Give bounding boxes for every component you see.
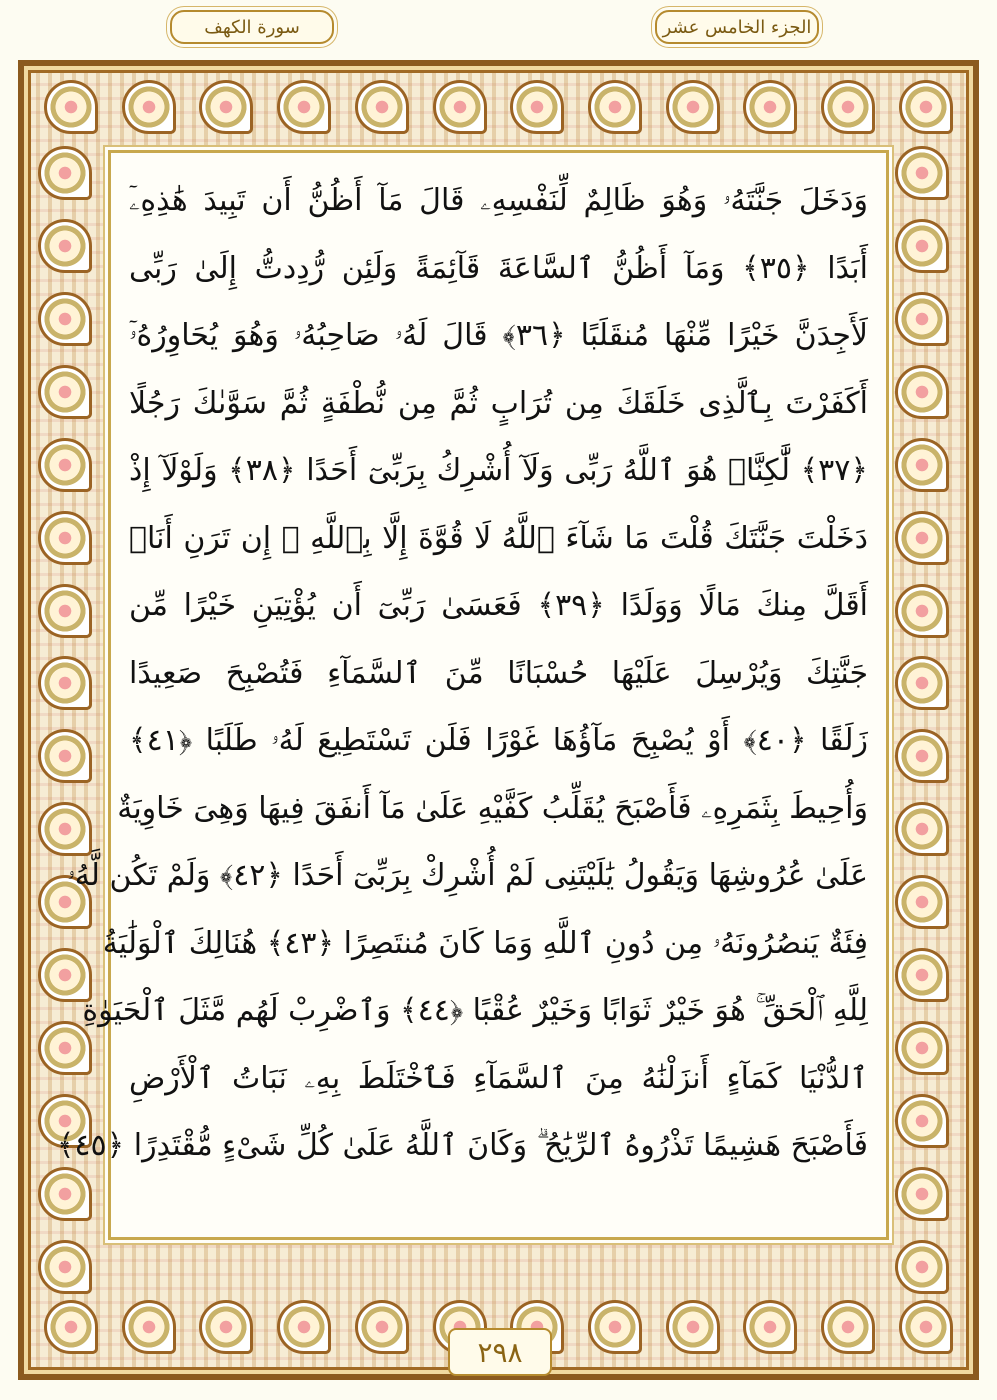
floral-motif-icon [895,219,949,273]
floral-motif-icon [38,146,92,200]
text-line-content: ٱلدُّنْيَا كَمَآءٍ أَنزَلْنَٰهُ مِنَ ٱلسَّمَآءِ فَٱخْتَلَطَ بِهِۦ نَبَاتُ ٱلْأَرْضِ [129,1060,868,1096]
floral-motif-icon [895,1094,949,1148]
floral-motif-icon [895,948,949,1002]
floral-motif-icon [510,80,564,134]
text-line [129,235,868,303]
floral-motif-icon [821,80,875,134]
text-line [129,370,868,438]
floral-motif-icon [895,656,949,710]
page-number-badge [448,1328,552,1376]
floral-motif-icon [38,584,92,638]
page-text-panel [56,150,889,1240]
text-line-content: فِئَةٌ يَنصُرُونَهُۥ مِن دُونِ ٱللَّهِ وَمَا كَانَ مُنتَصِرًا ﴿٤٣﴾ هُنَالِكَ ٱلْوَلَٰيَةُ [102,925,868,961]
floral-motif-icon [821,1300,875,1354]
text-line [129,437,868,505]
floral-motif-icon [666,80,720,134]
floral-motif-icon [588,80,642,134]
text-line-content: جَنَّتِكَ وَيُرْسِلَ عَلَيْهَا حُسْبَانًا مِّنَ ٱلسَّمَآءِ فَتُصْبِحَ صَعِيدًا [129,655,868,691]
text-line-content: لَأَجِدَنَّ خَيْرًا مِّنْهَا مُنقَلَبًا ﴿٣٦﴾ قَالَ لَهُۥ صَاحِبُهُۥ وَهُوَ يُحَاوِرُهُۥٓ [129,318,869,354]
text-line [102,910,868,978]
floral-motif-icon [199,80,253,134]
floral-motif-icon [277,1300,331,1354]
juz-name-text: الجزء الخامس عشر [662,16,812,38]
floral-motif-icon [277,80,331,134]
floral-motif-icon [38,1167,92,1221]
floral-motif-icon [38,292,92,346]
text-line-content: وَدَخَلَ جَنَّتَهُۥ وَهُوَ ظَالِمٌ لِّنَفْسِهِۦ قَالَ مَآ أَظُنُّ أَن تَبِيدَ هَٰذِهِۦٓ [129,183,868,219]
juz-name-label [655,10,819,44]
floral-motif-icon [38,802,92,856]
text-line-content: زَلَقًا ﴿٤٠﴾ أَوْ يُصْبِحَ مَآؤُهَا غَوْرًا فَلَن تَسْتَطِيعَ لَهُۥ طَلَبًا ﴿٤١﴾ [129,723,869,759]
floral-motif-icon [588,1300,642,1354]
floral-motif-icon [895,802,949,856]
text-line [129,505,868,573]
text-line [129,707,868,775]
floral-motif-icon [38,438,92,492]
text-line [129,1045,868,1113]
floral-motif-icon [743,80,797,134]
floral-motif-icon [895,292,949,346]
floral-motif-icon [895,584,949,638]
floral-motif-icon [895,511,949,565]
floral-motif-icon [38,729,92,783]
text-line-content: أَبَدًا ﴿٣٥﴾ وَمَآ أَظُنُّ ٱلسَّاعَةَ قَآئِمَةً وَلَئِن رُّدِدتُّ إِلَىٰ رَبِّى [129,250,868,286]
floral-motif-icon [44,80,98,134]
floral-motif-icon [355,1300,409,1354]
text-line-content: لِلَّهِ ٱلْحَقِّ ۚ هُوَ خَيْرٌ ثَوَابًا وَخَيْرٌ عُقْبًا ﴿٤٤﴾ وَٱضْرِبْ لَهُم مَّثَلَ ٱلْحَيَوٰةِ [82,993,868,1029]
text-line-content: أَكَفَرْتَ بِٱلَّذِى خَلَقَكَ مِن تُرَابٍ ثُمَّ مِن نُّطْفَةٍ ثُمَّ سَوَّىٰكَ رَجُلًا [129,385,868,421]
floral-motif-icon [895,365,949,419]
floral-motif-icon [899,1300,953,1354]
surah-name-text: سورة الكهف [204,16,300,38]
text-line [129,572,868,640]
text-line [117,775,868,843]
floral-motif-icon [895,1021,949,1075]
right-ornament-column [895,146,959,1294]
text-line [67,842,868,910]
floral-motif-icon [38,219,92,273]
floral-motif-icon [38,1240,92,1294]
floral-motif-icon [433,80,487,134]
text-line-content: وَأُحِيطَ بِثَمَرِهِۦ فَأَصْبَحَ يُقَلِّبُ كَفَّيْهِ عَلَىٰ مَآ أَنفَقَ فِيهَا وَهِىَ خَاوِيَةٌ [117,790,868,826]
floral-motif-icon [38,1021,92,1075]
floral-motif-icon [44,1300,98,1354]
floral-motif-icon [895,1240,949,1294]
floral-motif-icon [38,511,92,565]
floral-motif-icon [38,656,92,710]
surah-name-label [170,10,334,44]
floral-motif-icon [895,729,949,783]
floral-motif-icon [895,875,949,929]
floral-motif-icon [895,146,949,200]
floral-motif-icon [895,438,949,492]
text-line [56,1112,868,1180]
floral-motif-icon [38,365,92,419]
text-line [129,302,868,370]
left-ornament-column [38,146,102,1294]
floral-motif-icon [666,1300,720,1354]
floral-motif-icon [743,1300,797,1354]
text-line [82,977,868,1045]
floral-motif-icon [899,80,953,134]
text-line [129,640,868,708]
text-line-content: أَقَلَّ مِنكَ مَالًا وَوَلَدًا ﴿٣٩﴾ فَعَسَىٰ رَبِّىٓ أَن يُؤْتِيَنِ خَيْرًا مِّن [129,588,868,624]
text-line-content: عَلَىٰ عُرُوشِهَا وَيَقُولُ يَٰلَيْتَنِى لَمْ أُشْرِكْ بِرَبِّىٓ أَحَدًا ﴿٤٢﴾ وَلَمْ تَكُن لَّهُۥ [67,858,868,894]
floral-motif-icon [122,1300,176,1354]
floral-motif-icon [895,1167,949,1221]
text-line-content: دَخَلْتَ جَنَّتَكَ قُلْتَ مَا شَآءَ ٱللَّهُ لَا قُوَّةَ إِلَّا بِٱللَّهِ ۚ إِن تَرَنِ أَنَا۠ [129,520,868,556]
floral-motif-icon [199,1300,253,1354]
floral-motif-icon [355,80,409,134]
text-line-content: ﴿٣٧﴾ لَّٰكِنَّا۠ هُوَ ٱللَّهُ رَبِّى وَلَآ أُشْرِكُ بِرَبِّىٓ أَحَدًا ﴿٣٨﴾ وَلَوْلَآ إِذْ [129,453,868,489]
page-number: ٢٩٨ [477,1335,523,1369]
top-ornament-row [44,80,953,140]
floral-motif-icon [122,80,176,134]
text-line-content: فَأَصْبَحَ هَشِيمًا تَذْرُوهُ ٱلرِّيَٰحُ ۗ وَكَانَ ٱللَّهُ عَلَىٰ كُلِّ شَىْءٍ مُّقْتَدِرًا ﴿٤٥﴾ [56,1128,868,1164]
text-line [129,167,868,235]
